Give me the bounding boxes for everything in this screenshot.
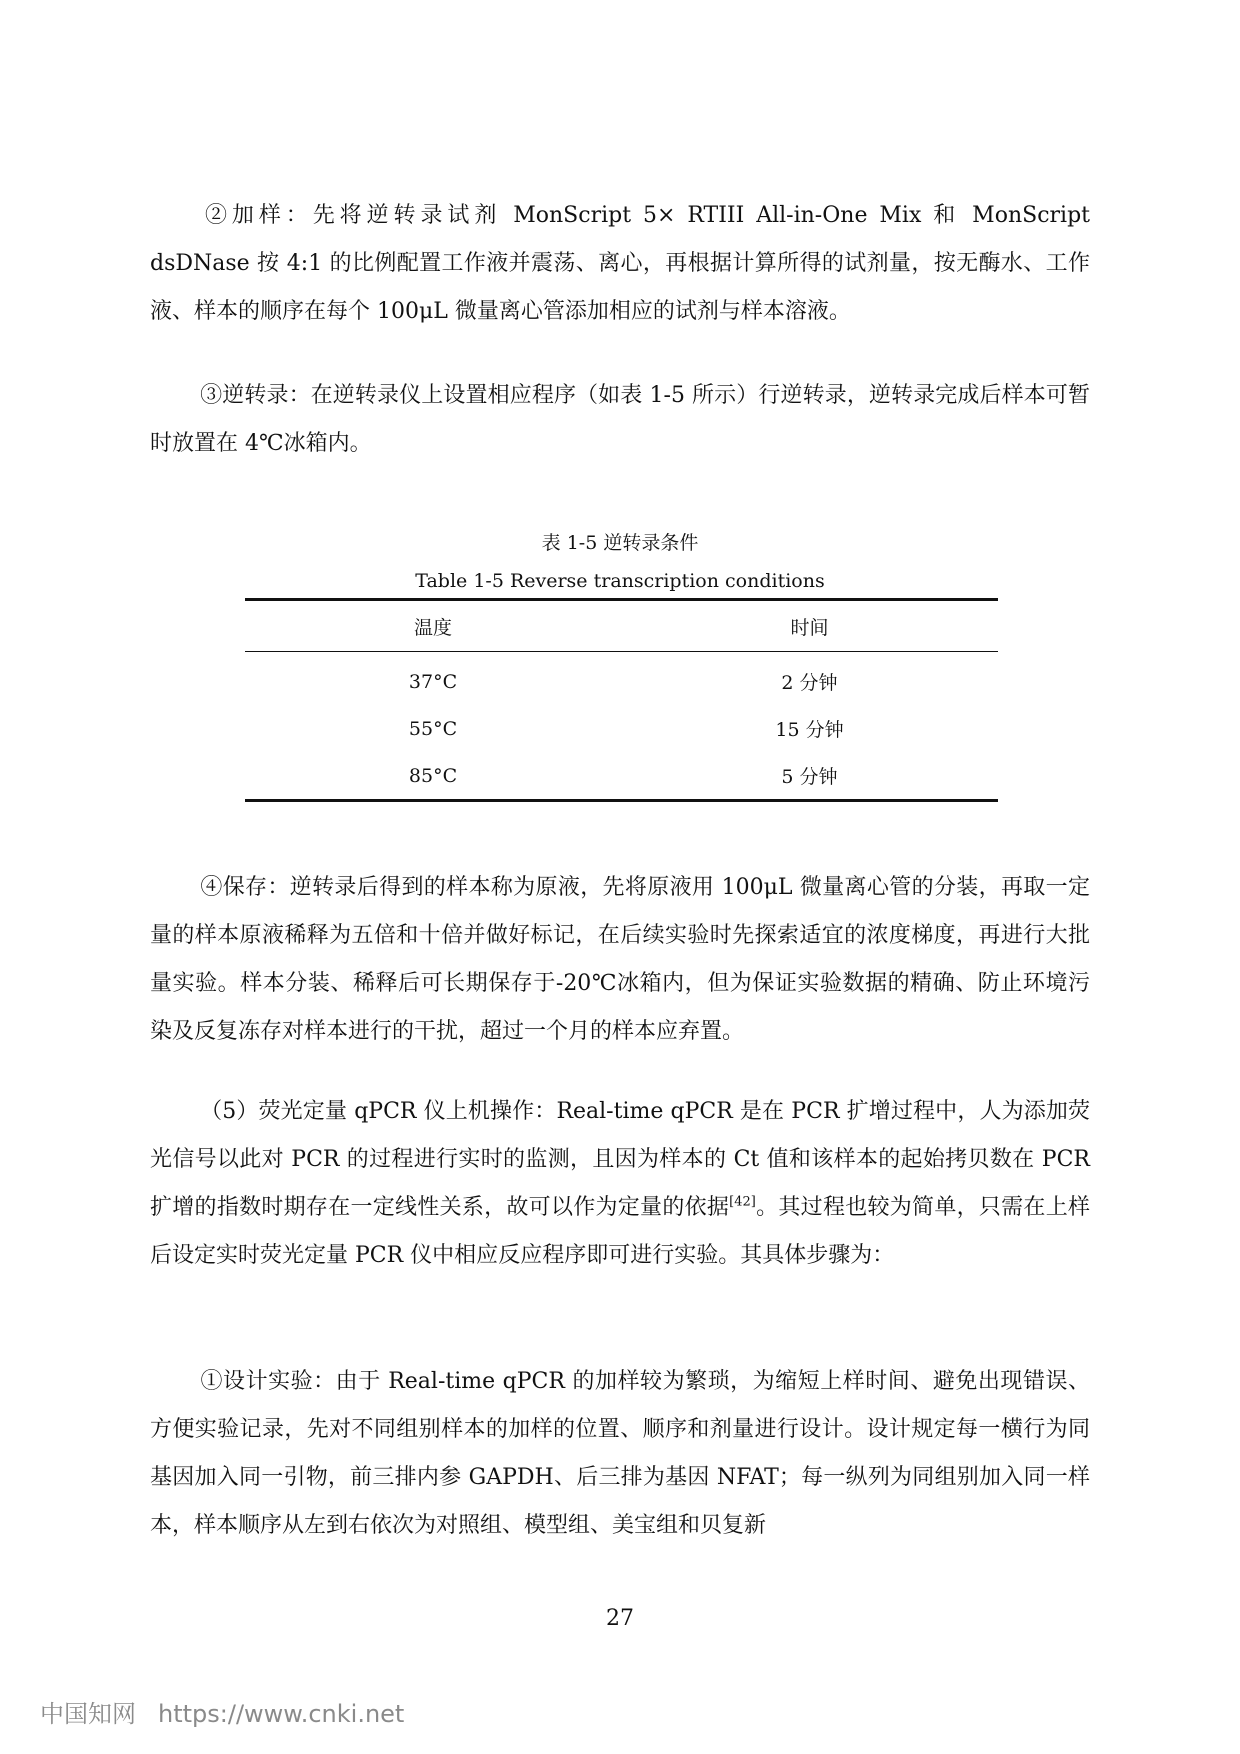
table-caption-en: Table 1-5 Reverse transcription conditions (415, 570, 825, 592)
table-header-time: 时间 (790, 616, 829, 639)
paragraph-reverse-transcription (150, 372, 1090, 468)
table-header-temperature: 温度 (413, 616, 452, 639)
table-cell-time: 15 分钟 (775, 719, 844, 741)
paragraph-qpcr-operation (150, 1088, 1090, 1280)
table-cell-time: 5 分钟 (781, 766, 838, 788)
paragraph-text: （5）荧光定量 qPCR 仪上机操作：Real-time qPCR 是在 PCR 扩增过程中，人为添加荧光信号以此对 PCR 的过程进行实时的监测，且因为样本的 Ct 值和该样本的起始拷贝数在 PCR 扩增的指数时期存在一定线性关系，故可以作为定量的依据 (150, 1099, 1090, 1220)
table-row (245, 752, 998, 801)
paragraph-storage (150, 864, 1090, 1056)
table-cell-temperature: 55°C (408, 717, 458, 740)
table-header-row (245, 600, 998, 652)
paragraph-design-experiment (150, 1358, 1090, 1550)
paragraph-text: ①设计实验：由于 Real-time qPCR 的加样较为繁琐，为缩短上样时间、避免出现错误、方便实验记录，先对不同组别样本的加样的位置、顺序和剂量进行设计。设计规定每一横行为同基因加入同一引物，前三排内参 GAPDH、后三排为基因 NFAT；每一纵列为同组别加入同一样本，样本顺序从左到右依次为对照组、模型组、美宝组和贝复新 (150, 1369, 1090, 1538)
watermark-brand: 中国知网 (40, 1700, 136, 1728)
table-cell-time: 2 分钟 (781, 672, 838, 694)
watermark-url: https://www.cnki.net (158, 1700, 405, 1728)
paragraph-add-sample (150, 192, 1090, 336)
table-row (245, 652, 998, 706)
paragraph-text: 。其过程也较为简单，只需在上样后设定实时荧光定量 PCR 仪中相应反应程序即可进行实验。其具体步骤为： (150, 1195, 1090, 1268)
paragraph-text: ④保存：逆转录后得到的样本称为原液，先将原液用 100μL 微量离心管的分装，再取一定量的样本原液稀释为五倍和十倍并做好标记，在后续实验时先探索适宜的浓度梯度，再进行大批量实验。样本分装、稀释后可长期保存于-20℃冰箱内，但为保证实验数据的精确、防止环境污染及反复冻存对样本进行的干扰，超过一个月的样本应弃置。 (150, 875, 1090, 1044)
paragraph-text: ②加样：先将逆转录试剂 MonScript 5× RTIII All-in-One Mix 和 MonScript dsDNase 按 4:1 的比例配置工作液并震荡、离心，再根据计算所得的试剂量，按无酶水、工作液、样本的顺序在每个 100μL 微量离心管添加相应的试剂与样本溶液。 (150, 203, 1090, 324)
reverse-transcription-table (245, 598, 998, 802)
cnki-watermark (40, 1694, 404, 1729)
table-cell-temperature: 85°C (408, 764, 458, 787)
paragraph-text: ③逆转录：在逆转录仪上设置相应程序（如表 1-5 所示）行逆转录，逆转录完成后样本可暂时放置在 4℃冰箱内。 (150, 383, 1090, 456)
citation-reference: [42] (729, 1194, 756, 1210)
table-caption-cn: 表 1-5 逆转录条件 (541, 532, 699, 554)
page-number: 27 (606, 1606, 634, 1631)
table-row (245, 705, 998, 752)
table-cell-temperature: 37°C (408, 670, 458, 693)
